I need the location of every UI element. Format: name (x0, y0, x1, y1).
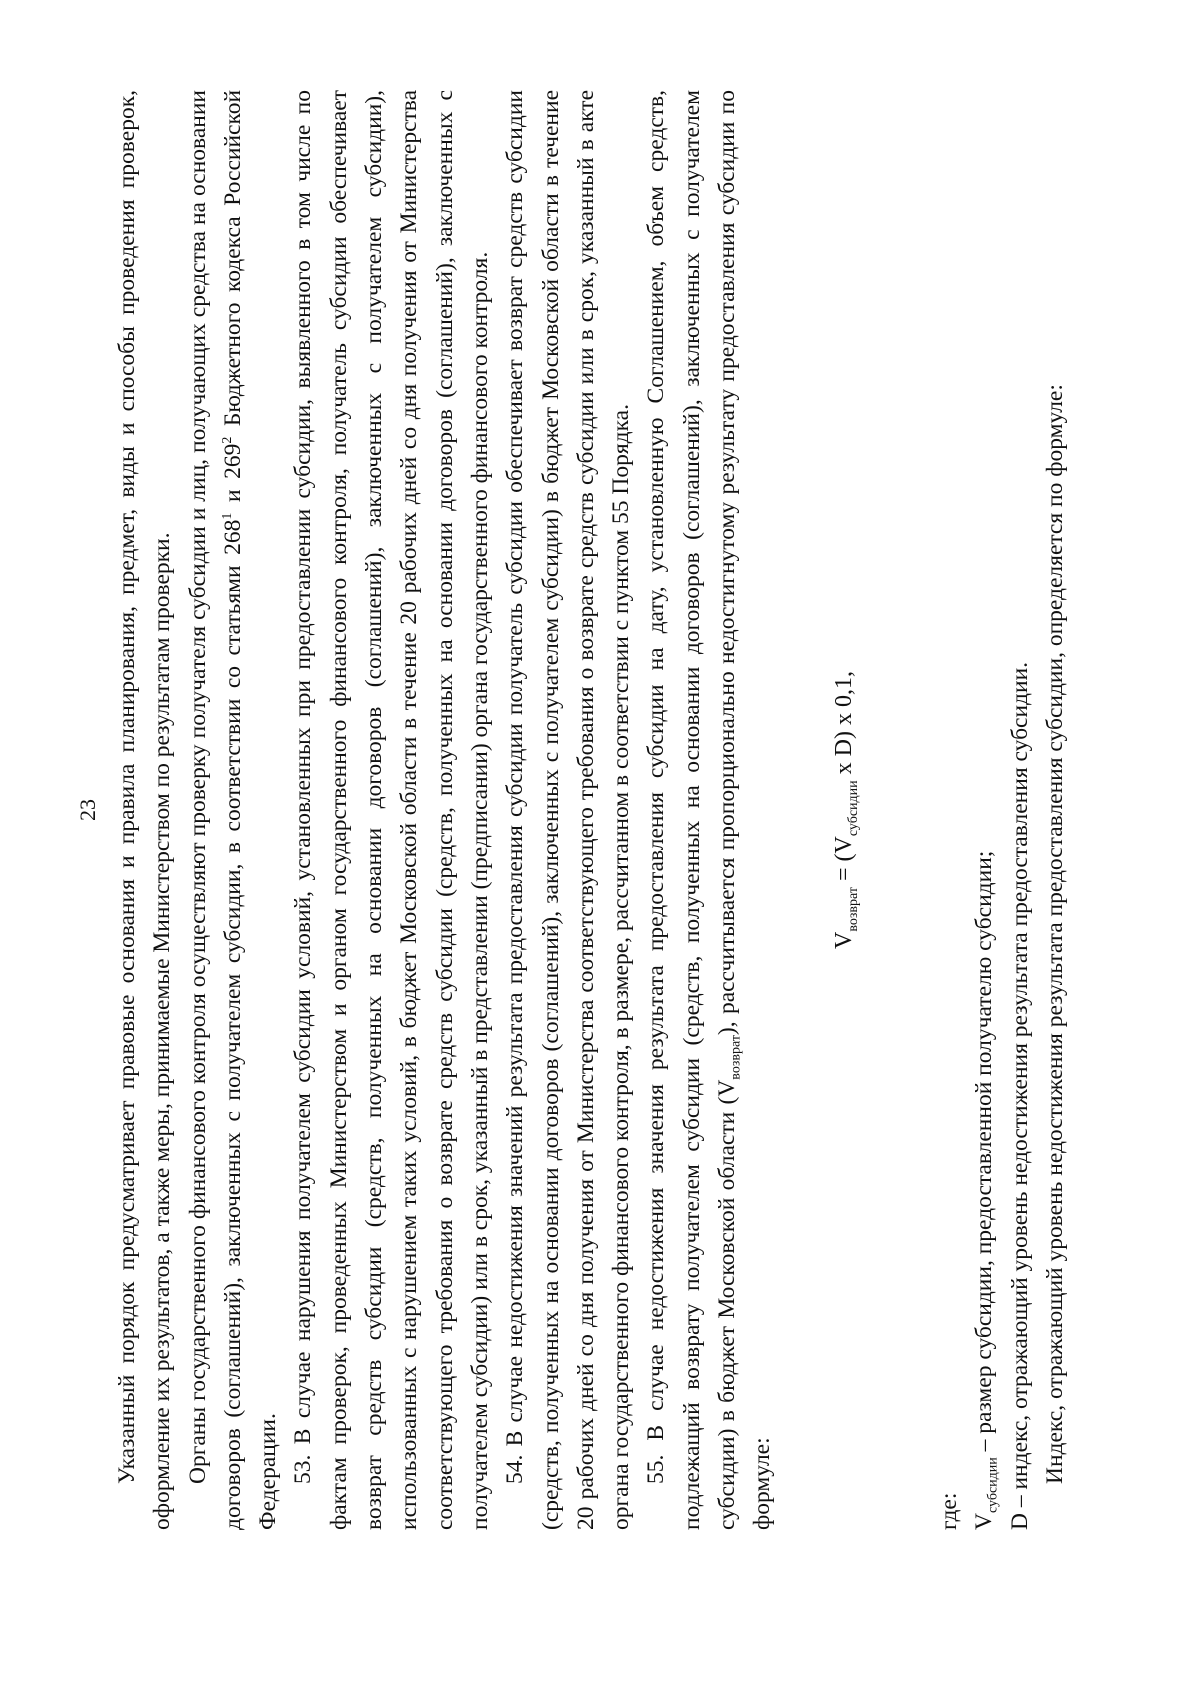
formula-lhs: V (830, 931, 857, 949)
paragraph-control-bodies-text-c: Бюджетного кодекса Российской Федерации. (219, 89, 282, 1530)
formula-lhs-subscript: возврат (845, 887, 861, 932)
formula-mid: = (V (830, 836, 857, 887)
formula-rhs: x D) x 0,1, (830, 671, 857, 781)
legend-index-formula-intro: Индекс, отражающий уровень недостижения результата предоставления субсидии, определяется по формуле: (1041, 384, 1068, 1484)
paragraph-control-bodies (181, 90, 287, 1530)
paragraph-procedure: Указанный порядок предусматривает правовые основания и правила планирования, предмет, виды и способы проведения проверок, оформление их результатов, а также меры, принимаемые Министерством по результатам проверки. (114, 90, 176, 1530)
paragraph-54: 54. В случае недостижения значений результата предоставления субсидии получатель субсидии обеспечивает возврат средств субсидии (средств, полученных на основании договоров (соглашений), заключенных с получателем субсидии) в бюджет Московской области в течение 20 рабочих дней со дня получения от Министерства соответствующего требования о возврате средств субсидии или в срок, указанный в акте органа государственного финансового контроля, в размере, рассчитанном в соответствии с пунктом 55 Порядка. (502, 90, 635, 1530)
paragraph-55-text-b: ), рассчитывается пропорционально недостигнутому результату предоставления субсидии по формуле: (714, 90, 776, 1530)
superscript-2: 2 (220, 436, 236, 444)
legend-v-text: – размер субсидии, предоставленной получателю субсидии; (971, 850, 998, 1458)
formula-mid-subscript: субсидии (845, 780, 861, 837)
rotated-content (75, 89, 1073, 1530)
paragraph-55-subscript: возврат (728, 1035, 744, 1080)
legend-v-subscript: субсидии (985, 1457, 1001, 1514)
legend-v-symbol: V (971, 1513, 998, 1530)
legend-where: где: (935, 1492, 962, 1530)
paragraph-55-text-a: 55. В случае недостижения значения результата предоставления субсидии на дату, установленную Соглашением, объем средств, подлежащий возврату получателем субсидии (средств, полученных на основании договоров (соглашений), заключенных с получателем субсидии) в бюджет Московской области (V (643, 90, 741, 1530)
paragraph-control-bodies-text-b: и 269 (219, 443, 246, 513)
superscript-1: 1 (220, 512, 236, 520)
paragraph-control-bodies-text-a: Органы государственного финансового контроля осуществляют проверку получателя субсидии и лиц, получающих средства на основании договоров (соглашений), заключенных с получателем субсидии, в соответствии со статьями 268 (184, 90, 246, 1530)
paragraph-55 (639, 90, 780, 1530)
page-number: 23 (75, 799, 100, 821)
return-formula (827, 90, 862, 1530)
legend-d-index: D – индекс, отражающий уровень недостижения результата предоставления субсидии. (1006, 661, 1033, 1530)
paragraph-53: 53. В случае нарушения получателем субсидии условий, установленных при предоставлении субсидии, выявленного в том числе по фактам проверок, проведенных Министерством и органом государственного финансового контроля, получатель субсидии обеспечивает возврат средств субсидии (средств, полученных на основании договоров (соглашений), заключенных с получателем субсидии), использованных с нарушением таких условий, в бюджет Московской области в течение 20 рабочих дней со дня получения от Министерства соответствующего требования о возврате средств субсидии (средств, полученных на основании договоров (соглашений), заключенных с получателем субсидии) или в срок, указанный в представлении (предписании) органа государственного финансового контроля. (290, 90, 493, 1530)
legend-v-subsidy (967, 90, 1002, 1530)
